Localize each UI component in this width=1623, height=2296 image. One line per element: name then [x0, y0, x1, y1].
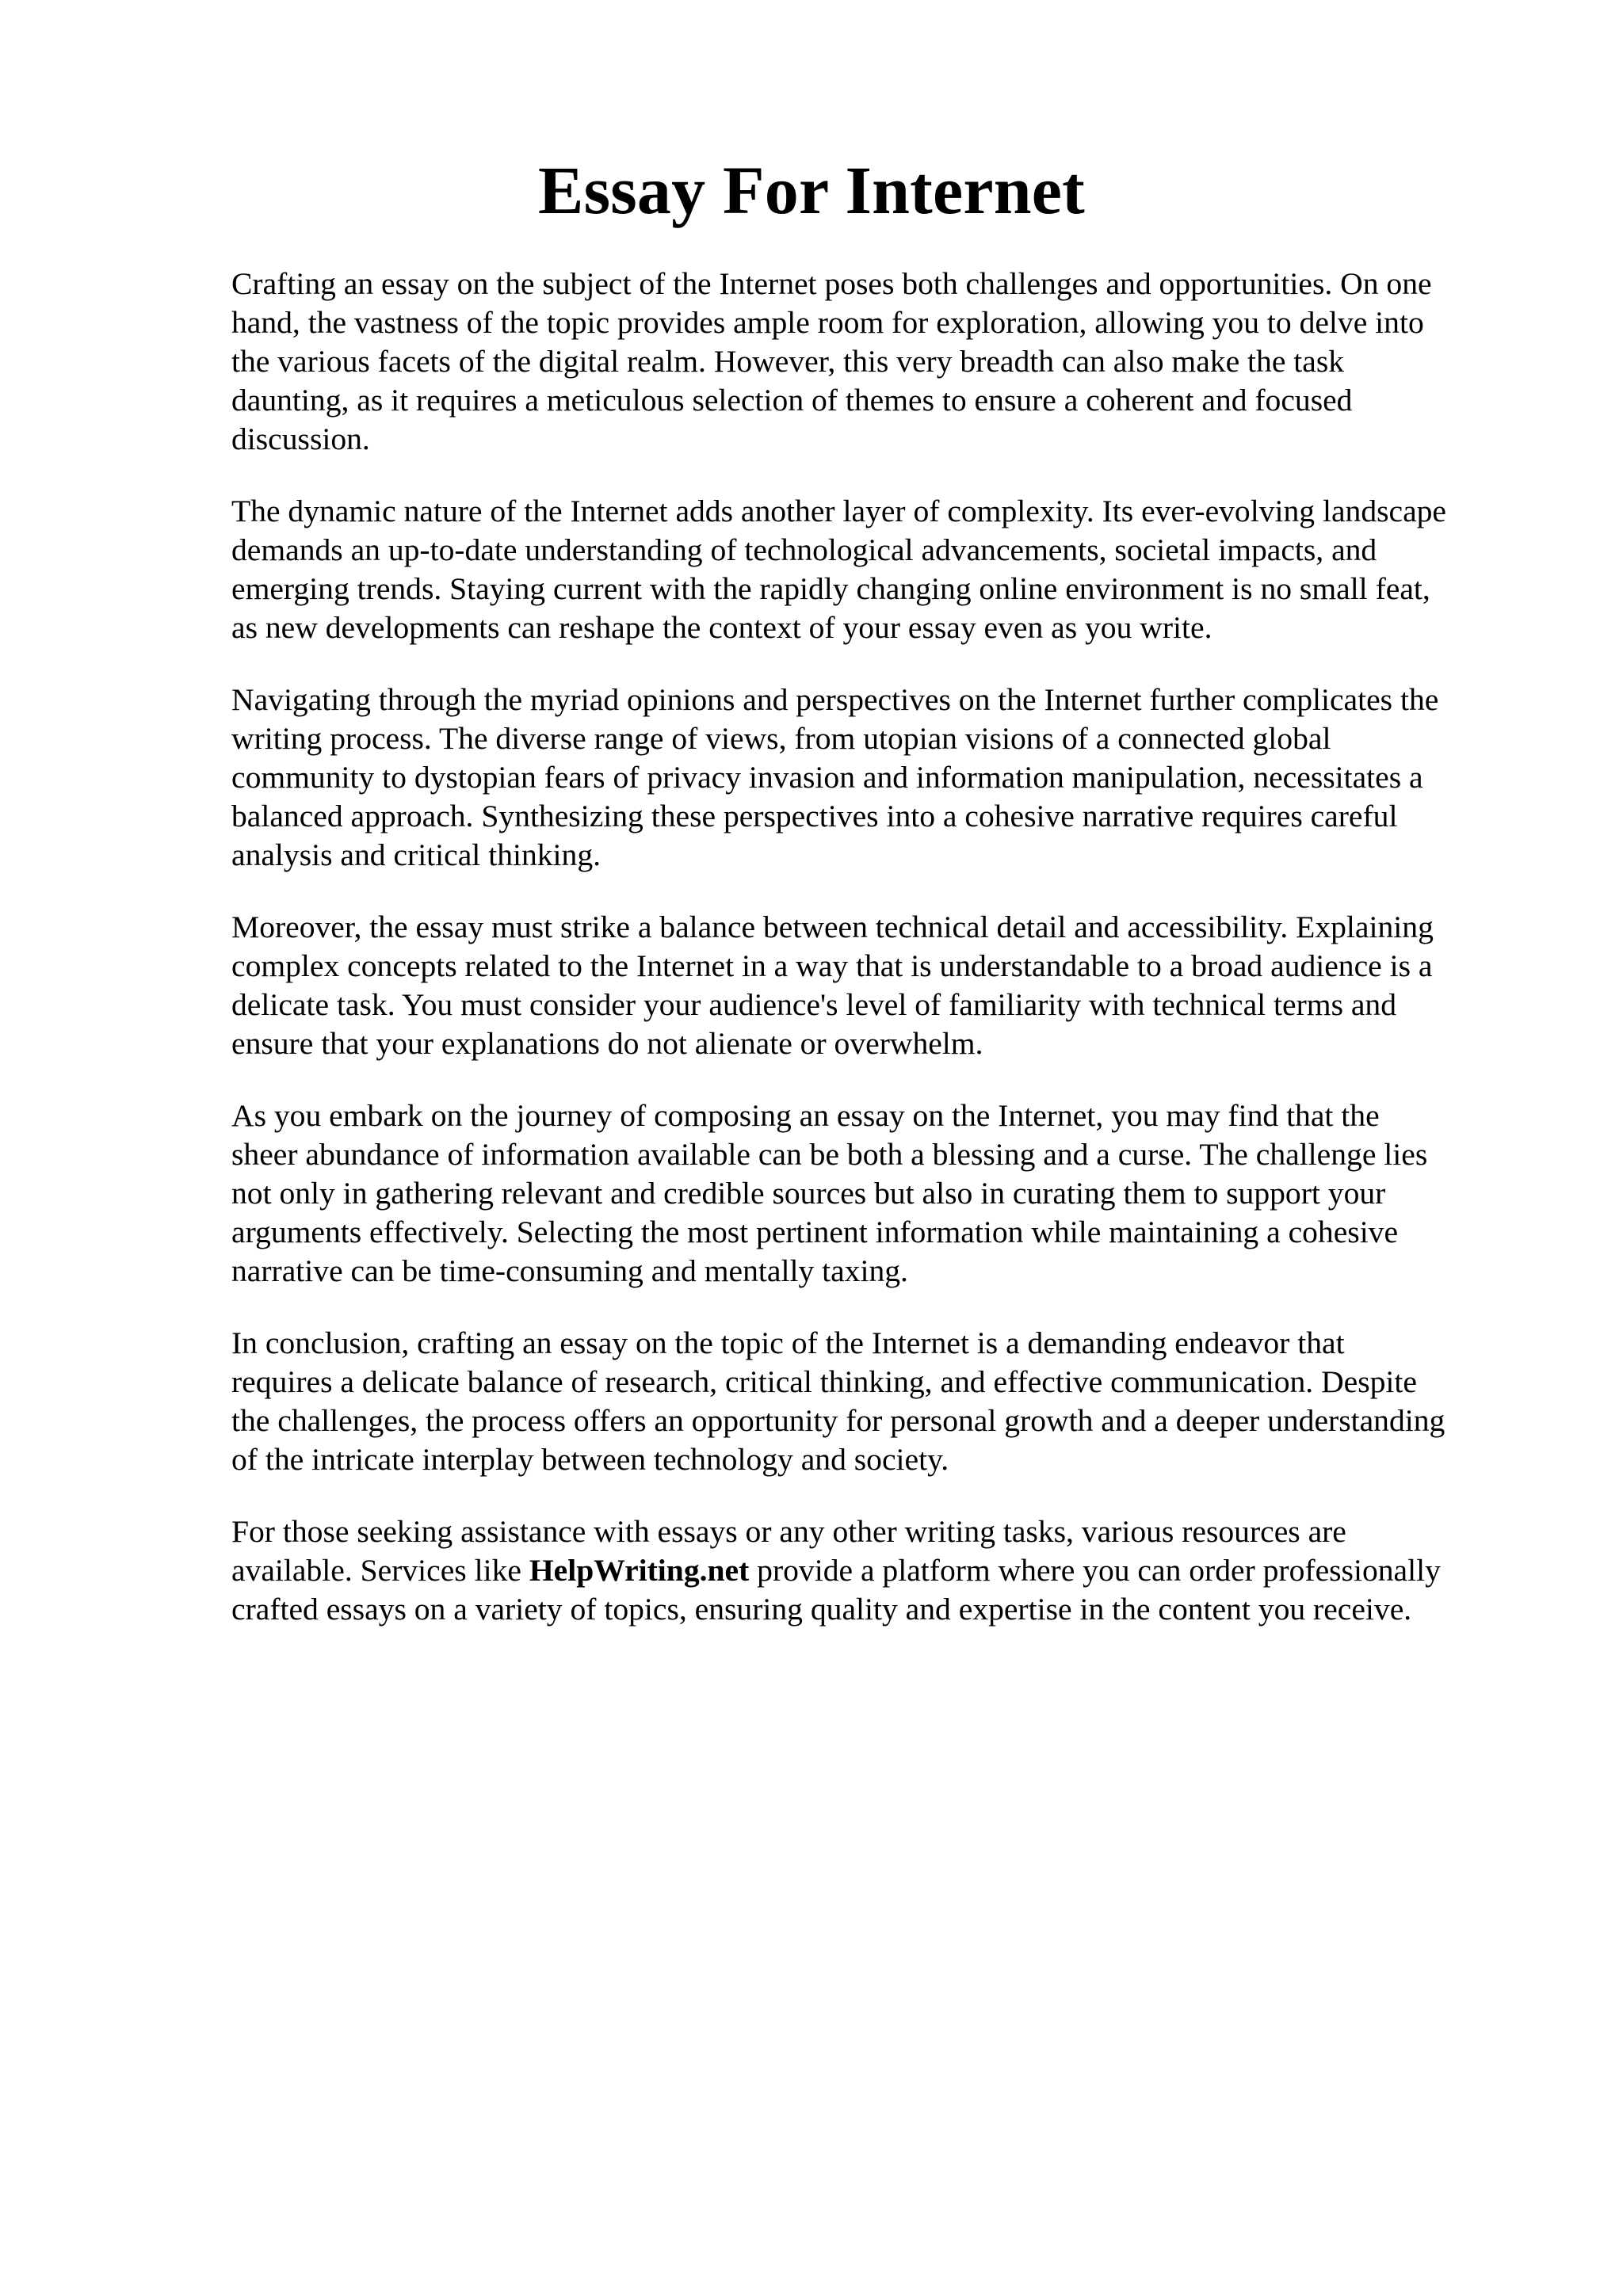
essay-paragraph-7: [231, 1512, 1539, 1629]
essay-body: [231, 265, 1539, 1662]
helpwriting-link-text: HelpWriting.net: [529, 1553, 750, 1588]
essay-paragraph-6: In conclusion, crafting an essay on the topic of the Internet is a demanding endeavor that requires a delicate balance of research, critical thinking, and effective communication. Despite the challenges, the process offers an opportunity for personal growth and a deeper understanding of the intricate interplay between technology and society.: [231, 1325, 1445, 1477]
essay-title: Essay For Internet: [538, 152, 1085, 228]
service-text-before-link: For those seeking assistance with essays or any other writing tasks, various resources are available. Services like: [231, 1514, 1346, 1588]
essay-paragraph-1: Crafting an essay on the subject of the Internet poses both challenges and opportunities. On one hand, the vastness of the topic provides ample room for exploration, allowing you to delve into the various facets of the digital realm. However, this very breadth can also make the task daunting, as it requires a meticulous selection of themes to ensure a coherent and focused discussion.: [231, 266, 1432, 456]
essay-paragraph-4: Moreover, the essay must strike a balance between technical detail and accessibility. Explaining complex concepts related to the Internet in a way that is understandable to a broad audience is a delicate task. You must consider your audience's level of familiarity with technical terms and ensure that your explanations do not alienate or overwhelm.: [231, 910, 1434, 1061]
essay-paragraph-2: The dynamic nature of the Internet adds another layer of complexity. Its ever-evolving landscape demands an up-to-date understanding of technological advancements, societal impacts, and emerging trends. Staying current with the rapidly changing online environment is no small feat, as new developments can reshape the context of your essay even as you write.: [231, 494, 1446, 645]
service-text-after-link: provide a platform where you can order professionally crafted essays on a variety of topics, ensuring quality and expertise in the content you receive.: [231, 1553, 1441, 1627]
essay-paragraph-3: Navigating through the myriad opinions and perspectives on the Internet further complicates the writing process. The diverse range of views, from utopian visions of a connected global community to dystopian fears of privacy invasion and information manipulation, necessitates a balanced approach. Synthesizing these perspectives into a cohesive narrative requires careful analysis and critical thinking.: [231, 682, 1439, 872]
essay-paragraph-5: As you embark on the journey of composing an essay on the Internet, you may find that the sheer abundance of information available can be both a blessing and a curse. The challenge lies not only in gathering relevant and credible sources but also in curating them to support your arguments effectively. Selecting the most pertinent information while maintaining a cohesive narrative can be time-consuming and mentally taxing.: [231, 1098, 1428, 1288]
